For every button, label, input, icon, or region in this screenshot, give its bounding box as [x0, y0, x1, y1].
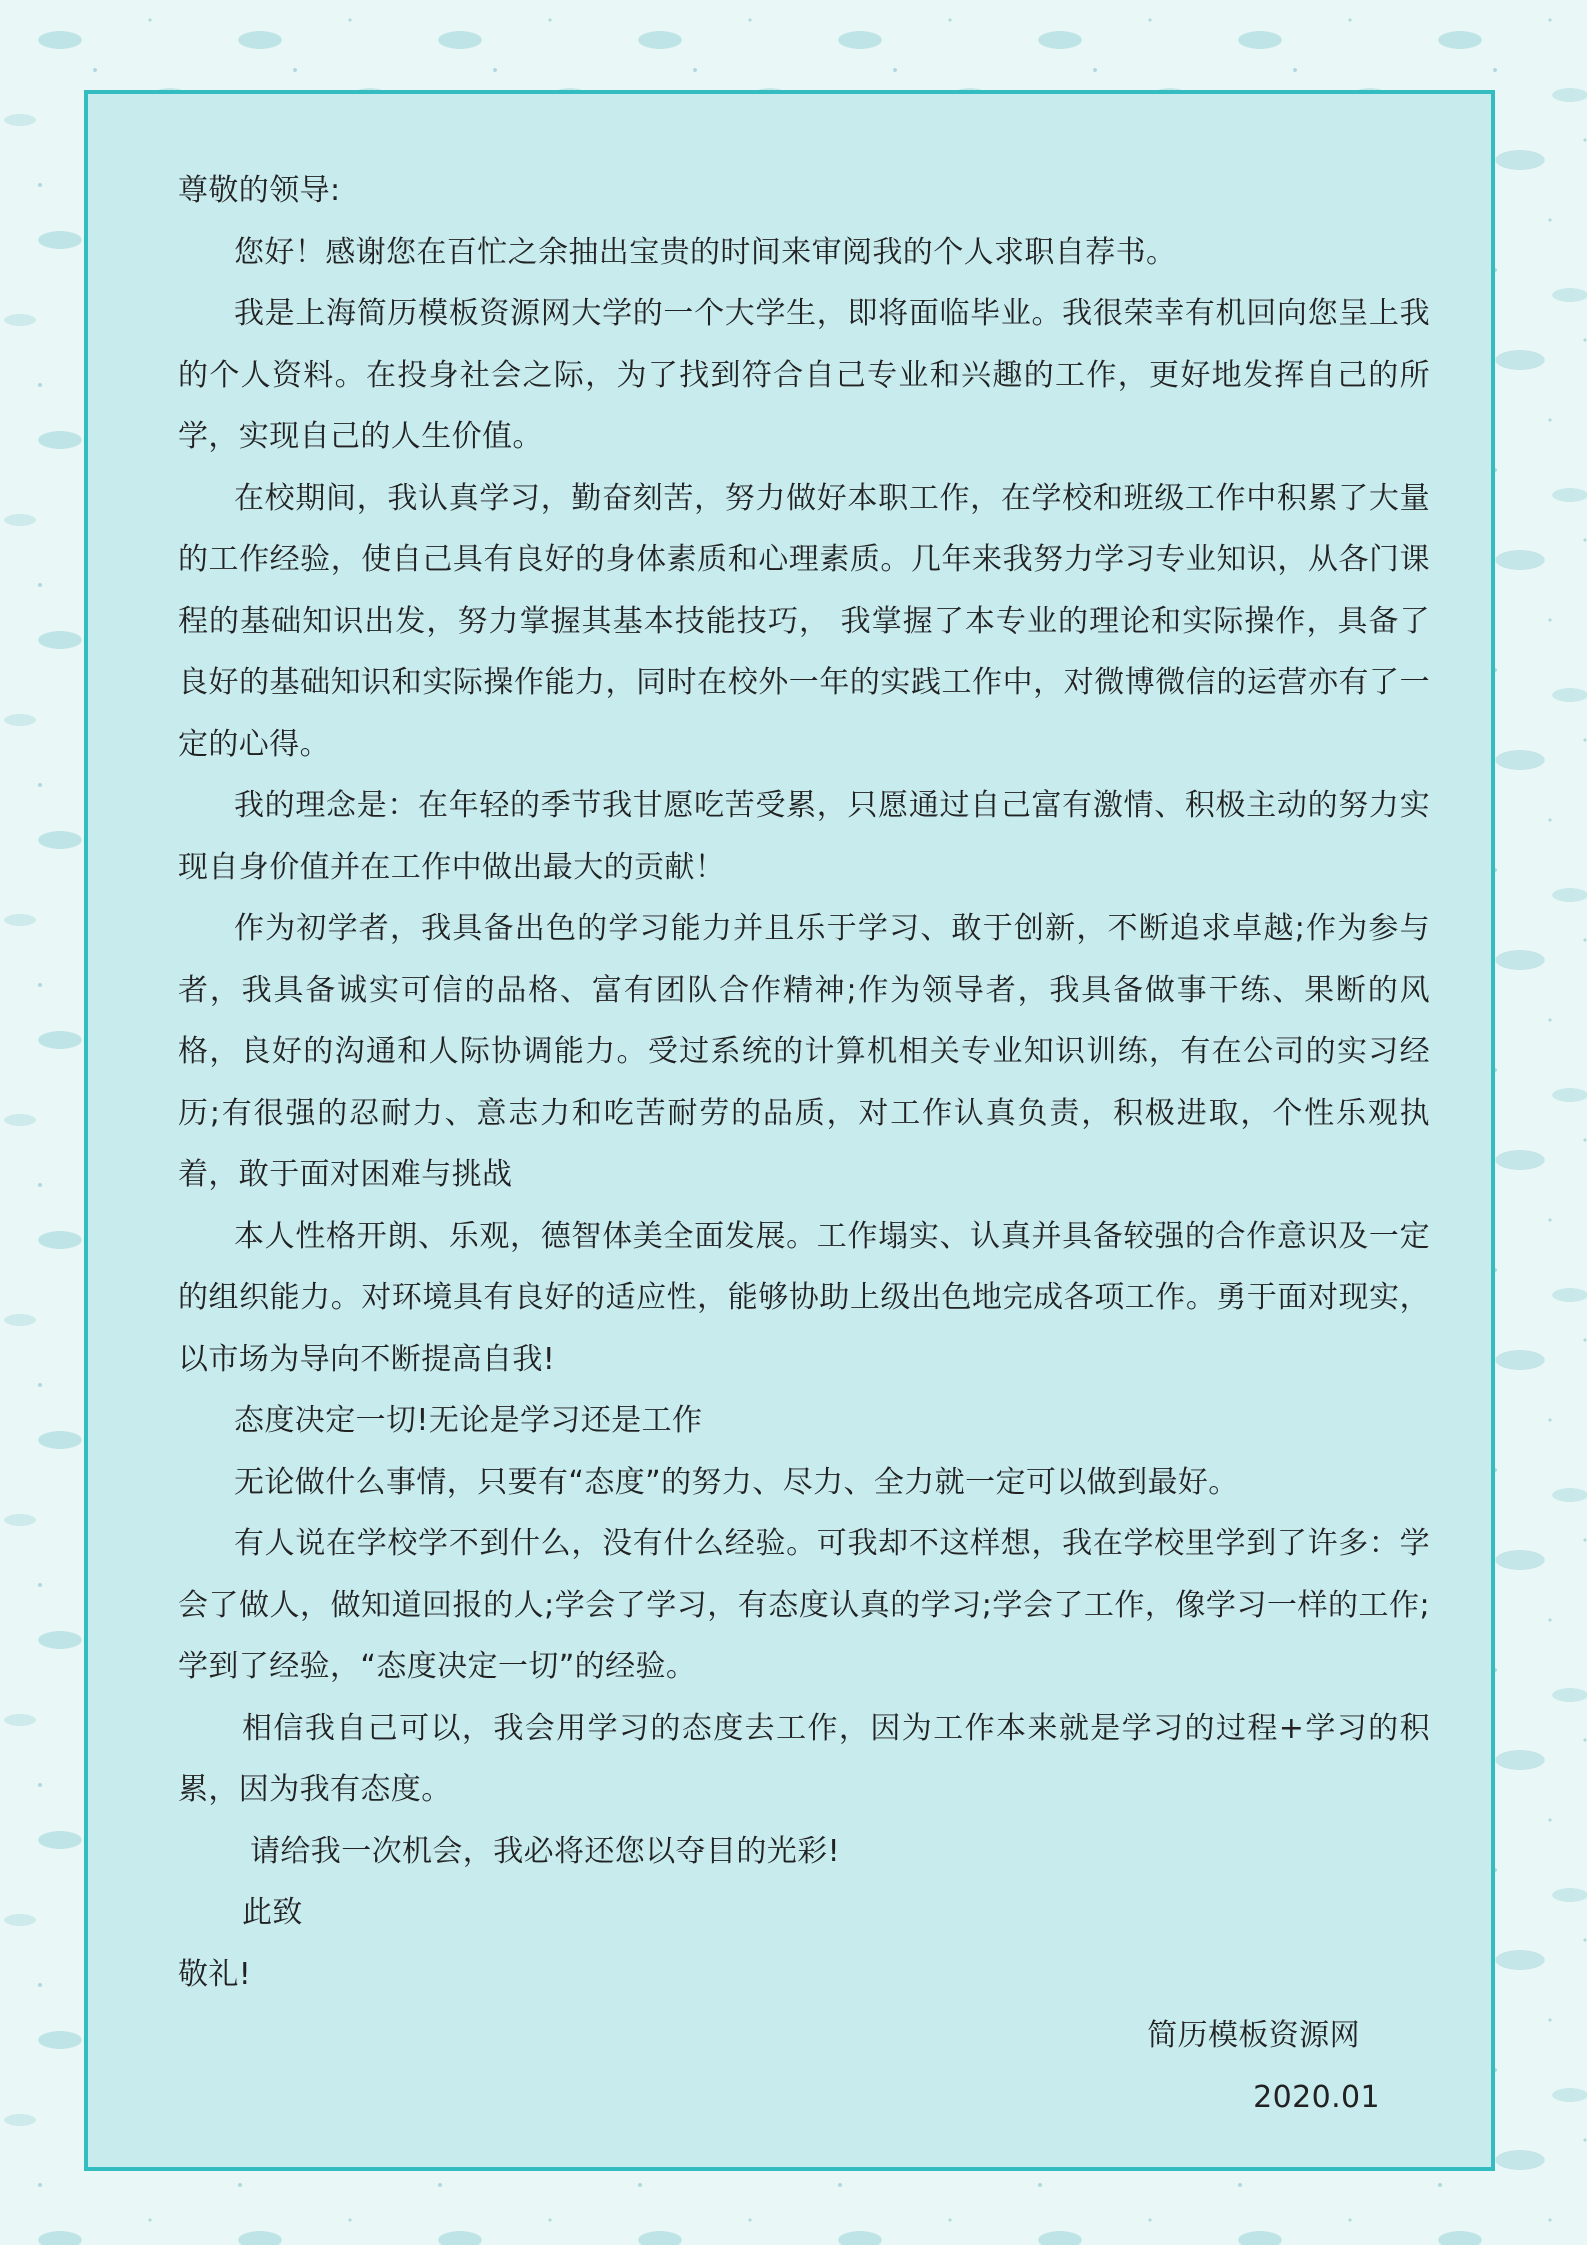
paragraph-abilities: 作为初学者，我具备出色的学习能力并且乐于学习、敢于创新，不断追求卓越;作为参与者，我具备诚实可信的品格、富有团队合作精神;作为领导者，我具备做事干练、果断的风格，良好的沟通和人际协调能力。受过系统的计算机相关专业知识训练，有在公司的实习经历;有很强的忍耐力、意志力和吃苦耐劳的品质，对工作认真负责，积极进取，个性乐观执着，敢于面对困难与挑战: [178, 911, 1430, 1192]
date: 2020.01: [1253, 2079, 1380, 2115]
paragraph-attitude-heading: 态度决定一切!无论是学习还是工作: [234, 1403, 703, 1438]
paragraph-cizhi: 此致: [242, 1895, 303, 1930]
paragraph-personality: 本人性格开朗、乐观，德智体美全面发展。工作塌实、认真并具备较强的合作意识及一定的组织能力。对环境具有良好的适应性，能够协助上级出色地完成各项工作。勇于面对现实，以市场为导向不断提高自我!: [178, 1218, 1430, 1377]
signature: 简历模板资源网: [1147, 2018, 1360, 2053]
cover-letter: [178, 160, 1430, 2128]
paragraph-confidence: 相信我自己可以，我会用学习的态度去工作，因为工作本来就是学习的过程+学习的积累，因为我有态度。: [178, 1710, 1430, 1807]
paragraph-philosophy: 我的理念是：在年轻的季节我甘愿吃苦受累，只愿通过自己富有激情、积极主动的努力实现自身价值并在工作中做出最大的贡献！: [178, 788, 1430, 885]
paragraph-introduction: 我是上海简历模板资源网大学的一个大学生，即将面临毕业。我很荣幸有机回向您呈上我的个人资料。在投身社会之际，为了找到符合自己专业和兴趣的工作，更好地发挥自己的所学，实现自己的人生价值。: [178, 296, 1430, 454]
salutation: 尊敬的领导:: [178, 173, 341, 208]
letter-frame: [84, 90, 1495, 2171]
paragraph-learning: 有人说在学校学不到什么，没有什么经验。可我却不这样想，我在学校里学到了许多：学会了做人，做知道回报的人;学会了学习，有态度认真的学习;学会了工作，像学习一样的工作;学到了经验，“态度决定一切”的经验。: [178, 1526, 1430, 1684]
paragraph-attitude: 无论做什么事情，只要有“态度”的努力、尽力、全力就一定可以做到最好。: [234, 1464, 1239, 1500]
paragraph-request: 请给我一次机会，我必将还您以夺目的光彩!: [250, 1833, 841, 1869]
paragraph-school-experience: 在校期间，我认真学习，勤奋刻苦，努力做好本职工作，在学校和班级工作中积累了大量的工作经验，使自己具有良好的身体素质和心理素质。几年来我努力学习专业知识，从各门课程的基础知识出发，努力掌握其基本技能技巧， 我掌握了本专业的理论和实际操作，具备了良好的基础知识和实际操作能力，同时在校外一年的实践工作中，对微博微信的运营亦有了一定的心得。: [178, 480, 1430, 762]
closing: 敬礼!: [178, 1956, 252, 1992]
paragraph-greeting: 您好！感谢您在百忙之余抽出宝贵的时间来审阅我的个人求职自荐书。: [234, 234, 1177, 270]
